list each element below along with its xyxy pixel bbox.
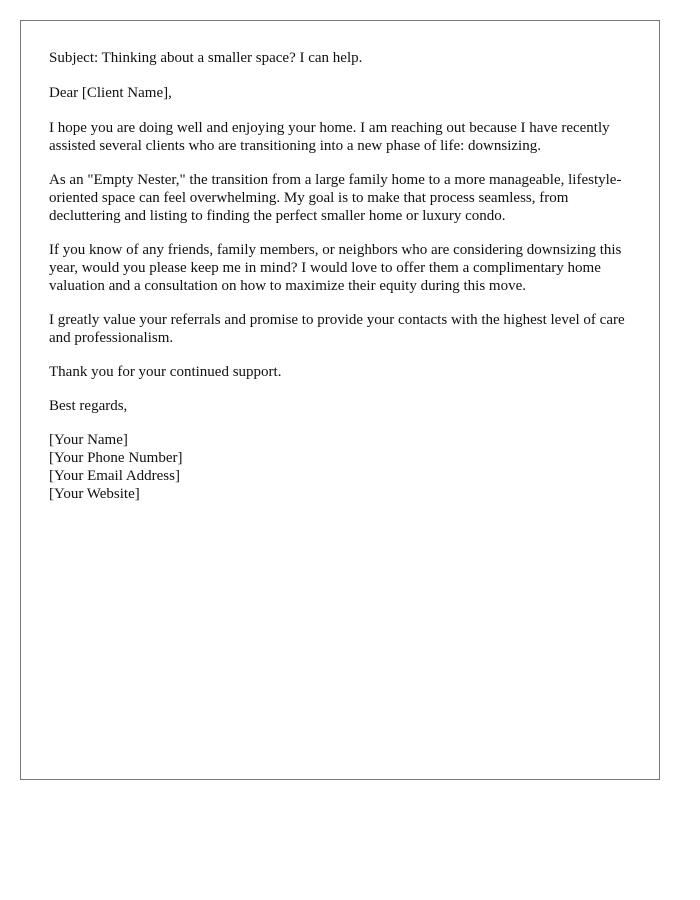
signature-phone: [Your Phone Number] <box>49 450 183 466</box>
letter-closing: Best regards, <box>49 398 128 414</box>
letter-greeting: Dear [Client Name], <box>49 85 172 101</box>
letter-paragraph-2: As an "Empty Nester," the transition from a large family home to a more manageable, lifestyle-oriented space can feel overwhelming. My goal is to make that process seamless, from decluttering and listing to finding the perfect smaller home or luxury condo. <box>49 172 622 224</box>
signature-website: [Your Website] <box>49 486 140 502</box>
letter-paragraph-1: I hope you are doing well and enjoying your home. I am reaching out because I have recently assisted several clients who are transitioning into a new phase of life: downsizing. <box>49 120 614 154</box>
letter-paragraph-5: Thank you for your continued support. <box>49 364 282 380</box>
letter-paragraph-4: I greatly value your referrals and promise to provide your contacts with the highest level of care and professionalism. <box>49 312 629 346</box>
signature-email: [Your Email Address] <box>49 468 180 484</box>
letter-subject: Subject: Thinking about a smaller space? I can help. <box>49 50 363 66</box>
signature-block <box>49 431 639 503</box>
signature-name: [Your Name] <box>49 432 128 448</box>
letter-frame <box>20 20 660 780</box>
letter-content <box>49 49 639 503</box>
letter-paragraph-3: If you know of any friends, family members, or neighbors who are considering downsizing this year, would you please keep me in mind? I would love to offer them a complimentary home valuation and a consultation on how to maximize their equity during this move. <box>49 242 626 294</box>
